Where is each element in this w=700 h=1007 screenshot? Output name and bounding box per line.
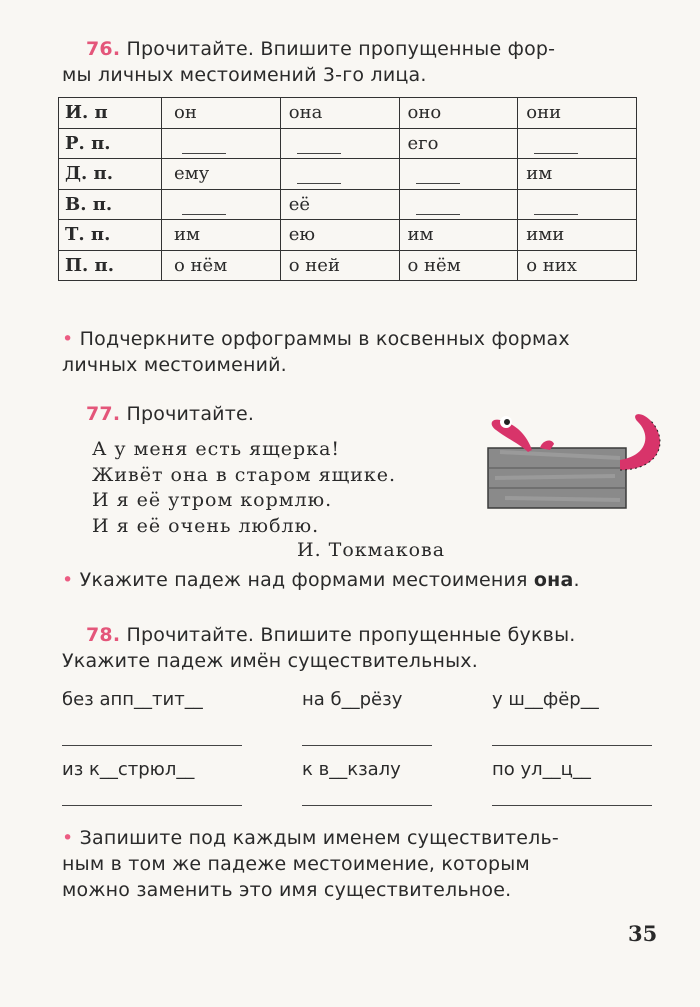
table-row	[59, 220, 637, 251]
pronoun-form: им	[526, 163, 553, 185]
pronoun-form: он	[174, 102, 197, 124]
writing-line	[62, 805, 242, 806]
lizard-icon	[492, 420, 532, 452]
blank-cell	[162, 189, 281, 220]
poem-line: А у меня есть ящерка!	[92, 438, 341, 460]
blank-cell	[399, 159, 518, 190]
ex77-title: Прочитайте.	[126, 403, 255, 425]
ex77-heading	[86, 401, 254, 427]
ex78-line1: Прочитайте. Впишите пропущенные буквы.	[126, 624, 576, 646]
pronoun-cell	[518, 159, 637, 190]
pronoun-form: о нём	[407, 254, 461, 276]
lizard-in-box-illustration	[470, 400, 680, 520]
pronoun-table	[58, 97, 637, 281]
word-item: из к__стрюл__	[62, 759, 195, 780]
ex76-task-line2: личных местоимений.	[62, 354, 287, 376]
pronoun-form: ими	[526, 224, 565, 246]
table-row	[59, 189, 637, 220]
pronoun-form: им	[407, 224, 434, 246]
blank-cell	[162, 128, 281, 159]
blank-line	[182, 135, 226, 154]
ex78-number: 78.	[86, 624, 121, 646]
pronoun-cell	[280, 189, 399, 220]
blank-cell	[280, 159, 399, 190]
ex77-task-text: Укажите падеж над формами местоимения	[79, 569, 534, 591]
ex76-task	[62, 326, 570, 352]
ex78-task-line3: можно заменить это имя существительное.	[62, 879, 512, 901]
table-row	[59, 98, 637, 129]
pronoun-cell	[518, 220, 637, 251]
ex76-number: 76.	[86, 38, 121, 60]
page-number: 35	[628, 921, 658, 946]
ex76-heading	[86, 36, 555, 62]
blank-line	[416, 196, 460, 215]
pronoun-form: им	[174, 224, 200, 246]
pronoun-form: ему	[174, 163, 210, 185]
pronoun-form: о них	[526, 254, 577, 276]
case-label: И. п	[59, 98, 162, 129]
pronoun-cell	[162, 220, 281, 251]
word-item: без апп__тит__	[62, 689, 203, 710]
pronoun-cell	[280, 98, 399, 129]
writing-line	[302, 805, 432, 806]
poem-line: И я её очень люблю.	[92, 514, 320, 537]
case-label: Т. п.	[59, 220, 162, 251]
word-item: к в__кзалу	[302, 759, 401, 780]
ex77-task-end: .	[573, 569, 580, 591]
bullet-icon: •	[62, 569, 74, 591]
case-label: Р. п.	[59, 128, 162, 159]
writing-line	[492, 745, 652, 746]
writing-line	[302, 745, 432, 746]
ex78-heading	[86, 622, 576, 648]
ex76-line1: Прочитайте. Впишите пропущенные фор-	[126, 38, 556, 60]
pronoun-cell	[399, 98, 518, 129]
blank-line	[182, 196, 226, 215]
ex77-task	[62, 567, 580, 593]
poem-line: И я её утром кормлю.	[92, 489, 333, 511]
pronoun-form: о нём	[174, 254, 228, 276]
ex76-task-line1: Подчеркните орфограммы в косвенных формах	[79, 328, 570, 350]
pronoun-form: ею	[288, 224, 316, 246]
pronoun-form: его	[407, 132, 439, 154]
pronoun-cell	[162, 250, 281, 281]
word-item: у ш__фёр__	[492, 689, 599, 710]
poem-line: Живёт она в старом ящике.	[92, 463, 397, 486]
blank-cell	[399, 189, 518, 220]
poem-author: И. Токмакова	[297, 539, 446, 561]
case-label: Д. п.	[59, 159, 162, 190]
poem	[92, 437, 396, 539]
pronoun-form: её	[288, 193, 311, 215]
ex78-task	[62, 825, 559, 851]
blank-line	[534, 196, 578, 215]
blank-line	[416, 165, 460, 184]
pronoun-cell	[518, 98, 637, 129]
ex78-line2: Укажите падеж имён существительных.	[62, 650, 478, 672]
pronoun-cell	[518, 250, 637, 281]
pronoun-cell	[399, 128, 518, 159]
pronoun-form: о ней	[288, 254, 340, 276]
pronoun-cell	[162, 98, 281, 129]
ex78-task-line2: ным в том же падеже местоимение, которым	[62, 853, 530, 875]
writing-line	[492, 805, 652, 806]
writing-line	[62, 745, 242, 746]
bullet-icon: •	[62, 328, 74, 350]
pronoun-cell	[399, 250, 518, 281]
blank-line	[297, 135, 341, 154]
blank-cell	[518, 189, 637, 220]
ex77-number: 77.	[86, 403, 121, 425]
pronoun-cell	[280, 250, 399, 281]
table-row	[59, 250, 637, 281]
pronoun-cell	[280, 220, 399, 251]
pronoun-cell	[162, 159, 281, 190]
ex76-line2: мы личных местоимений 3-го лица.	[62, 64, 427, 86]
table-row	[59, 128, 637, 159]
pronoun-form: она	[288, 102, 323, 124]
pronoun-cell	[399, 220, 518, 251]
word-item: на б__рёзу	[302, 689, 403, 710]
bullet-icon: •	[62, 827, 74, 849]
pronoun-form: оно	[407, 102, 442, 124]
pronoun-form: они	[526, 102, 562, 124]
blank-line	[297, 165, 341, 184]
case-label: П. п.	[59, 250, 162, 281]
blank-line	[534, 135, 578, 154]
ex77-task-bold: она	[533, 569, 574, 591]
case-label: В. п.	[59, 189, 162, 220]
ex78-task-line1: Запишите под каждым именем существитель-	[79, 827, 559, 849]
blank-cell	[518, 128, 637, 159]
word-item: по ул__ц__	[492, 759, 591, 780]
table-row	[59, 159, 637, 190]
blank-cell	[280, 128, 399, 159]
